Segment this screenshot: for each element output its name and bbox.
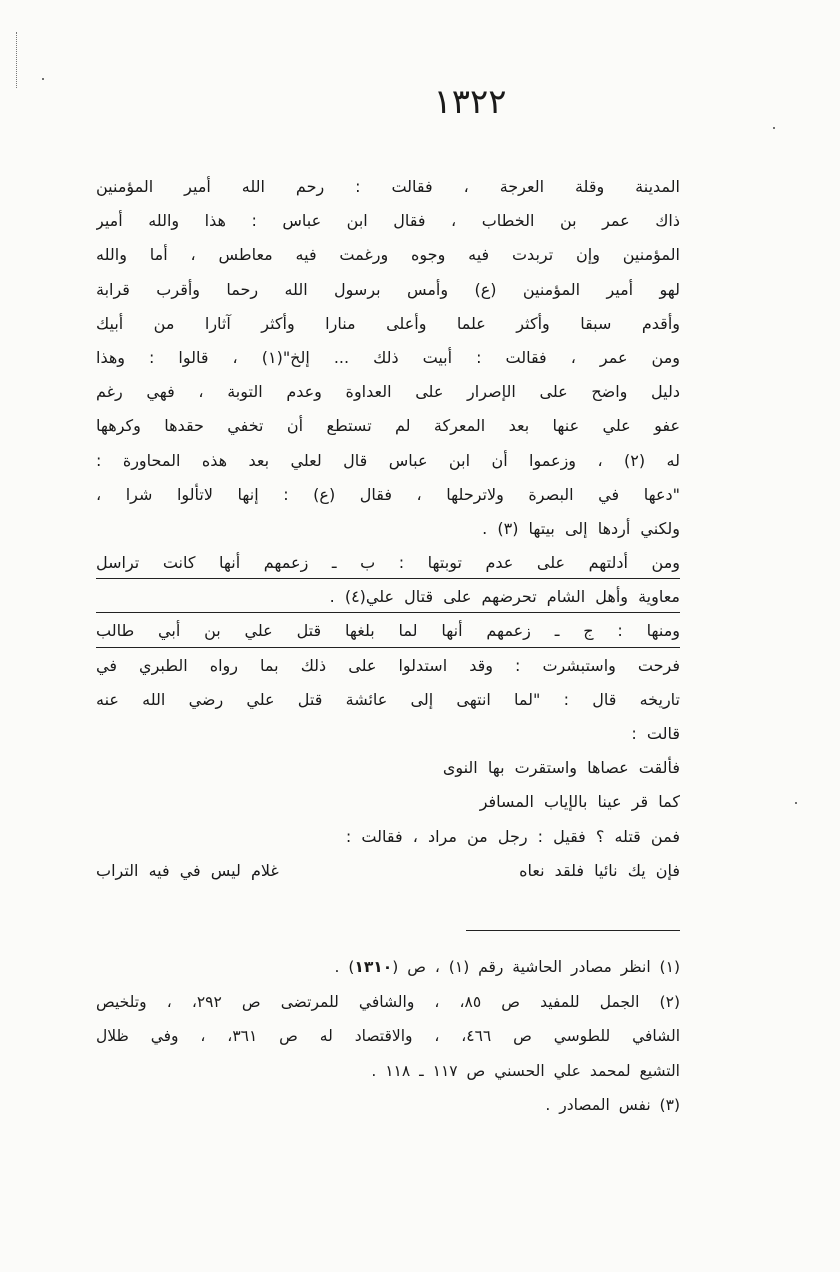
body-line: تاريخه قال : "لما انتهى إلى عائشة قتل علي رضي الله عنه: [96, 689, 680, 709]
body-line: المدينة وقلة العرجة ، فقالت : رحم الله أمير المؤمنين: [96, 177, 680, 196]
footnote-1-end: ) .: [334, 958, 355, 976]
body-line: فمن قتله ؟ فقيل : رجل من مراد ، فقالت :: [345, 826, 680, 846]
footnote-line: التشيع لمحمد علي الحسني ص ١١٧ ـ ١١٨ .: [371, 1061, 680, 1080]
verse-line: فألقت عصاها واستقرت بها النوى: [442, 758, 680, 778]
body-line: ومن عمر ، فقالت : أبيت ذلك ... إلخ"(١) ، قالوا : وهذا: [96, 347, 680, 367]
footnotes: [96, 950, 680, 1123]
body-line: "دعها في البصرة ولاترحلها ، فقال (ع) : إنها لاتألوا شرا ،: [96, 484, 680, 504]
page-number: ١٣٢٢: [433, 82, 507, 122]
body-line: وأقدم سبقا وأكثر علما وأعلى منارا وأكثر آثارا من أبيك: [96, 313, 680, 333]
verse-first-half: فإن يك نائيا فلقد نعاه: [519, 860, 680, 880]
footnote-1-page: ١٣١٠: [354, 958, 393, 976]
scan-speck: [42, 78, 44, 80]
body-line: ذاك عمر بن الخطاب ، فقال ابن عباس : هذا والله أمير: [96, 211, 680, 231]
body-text: [96, 170, 680, 888]
body-line: المؤمنين وإن تربدت فيه وجوه ورغمت فيه معاطس ، أما والله: [96, 245, 680, 265]
verse-couplet: [96, 854, 680, 888]
footnote-line: الشافي للطوسي ص ٤٦٦، ، والاقتصاد له ص ٣٦١، ، وفي ظلال: [96, 1027, 680, 1046]
footnote-separator: [466, 930, 680, 931]
body-line: لهو أمير المؤمنين (ع) وأمس برسول الله رحما وأقرب قرابة: [96, 279, 680, 299]
underlined-line: ومنها : ج ـ زعمهم أنها لما بلغها قتل علي بن أبي طالب: [96, 614, 680, 648]
footnote-line: (٣) نفس المصادر .: [545, 1096, 680, 1115]
scan-speck: [795, 802, 797, 804]
body-line: ولكني أردها إلى بيتها (٣) .: [482, 518, 680, 538]
body-line: له (٢) ، وزعموا أن ابن عباس قال لعلي بعد هذه المحاورة :: [96, 450, 680, 470]
body-line: قالت :: [631, 724, 680, 743]
body-line: عفو علي عنها بعد المعركة لم تستطع أن تخفي حقدها وكرهها: [96, 416, 680, 436]
body-line: فرحت واستبشرت : وقد استدلوا على ذلك بما رواه الطبري في: [96, 655, 680, 675]
underlined-line: ومن أدلتهم على عدم توبتها : ب ـ زعمهم أنها كانت تراسل: [96, 546, 680, 580]
footnote-line: (٢) الجمل للمفيد ص ٨٥، ، والشافي للمرتضى ص ٢٩٢، ، وتلخيص: [96, 992, 680, 1011]
scan-speck: [773, 127, 775, 129]
footnote-1-text: (١) انظر مصادر الحاشية رقم (١) ، ص (: [392, 958, 680, 976]
verse-line: كما قر عينا بالإياب المسافر: [479, 792, 680, 812]
body-line: دليل واضح على الإصرار على العداوة وعدم التوبة ، فهي رغم: [96, 382, 680, 402]
verse-second-half: غلام ليس في فيه التراب: [96, 860, 279, 880]
underlined-line: معاوية وأهل الشام تحرضهم على قتال علي(٤) .: [96, 580, 680, 614]
footnote-line: [96, 950, 680, 985]
margin-dotted-mark: [16, 32, 17, 88]
